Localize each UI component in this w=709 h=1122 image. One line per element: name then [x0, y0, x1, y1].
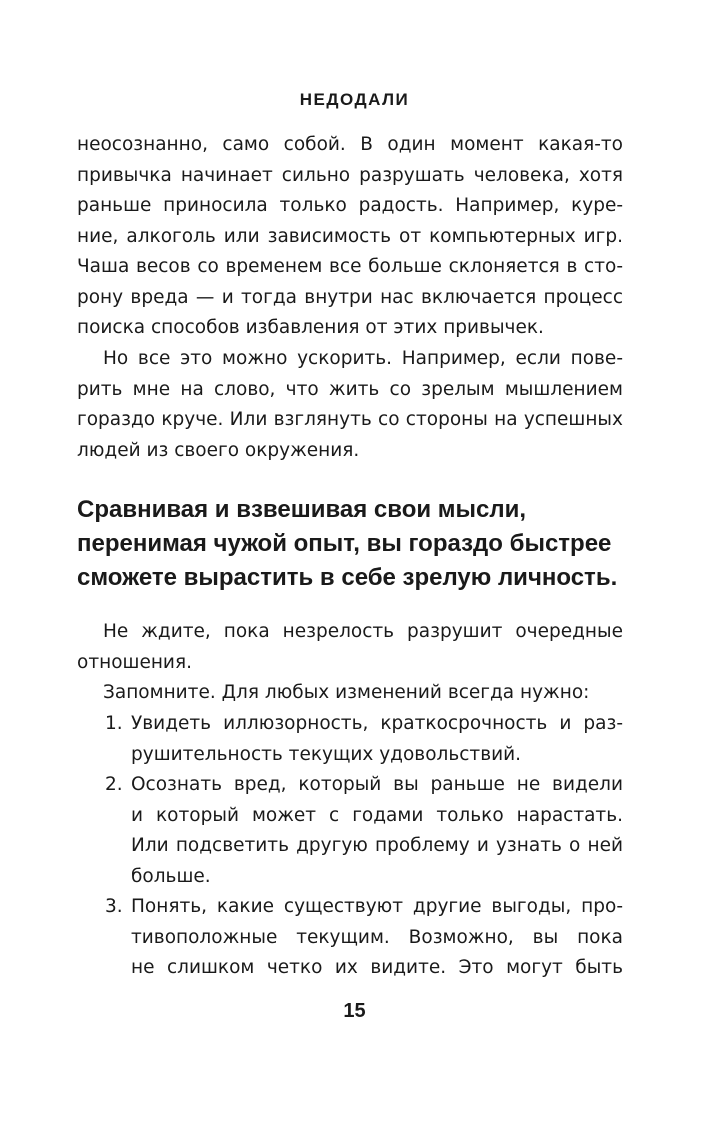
numbered-list	[77, 709, 623, 984]
paragraph-1	[77, 130, 623, 344]
text-line: Не ждите, пока незрелость разрушит очередные	[103, 621, 623, 642]
text-line: неосознанно, само собой. В один момент какая-то	[77, 134, 623, 155]
text-line: гораздо круче. Или взглянуть со стороны на успешных	[77, 409, 623, 430]
paragraph-3	[77, 617, 623, 678]
text-line: раньше приносила только радость. Например, куре-	[77, 195, 623, 216]
list-number: 3.	[105, 896, 123, 917]
text-line: Но все это можно ускорить. Например, если пове-	[103, 348, 623, 369]
running-head: НЕДОДАЛИ	[299, 90, 410, 109]
callout-line: сможете вырастить в себе зрелую личность.	[77, 564, 618, 591]
text-line: Понять, какие существуют другие выгоды, про-	[131, 896, 623, 917]
paragraph-4	[77, 678, 623, 709]
list-number: 2.	[105, 774, 123, 795]
text-line: больше.	[131, 865, 211, 887]
text-line: ние, алкоголь или зависимость от компьютерных игр.	[77, 225, 623, 247]
text-line: Увидеть иллюзорность, краткосрочность и раз-	[131, 713, 623, 734]
list-item	[77, 709, 623, 770]
text-line: и который может с годами только нарастать.	[131, 804, 623, 826]
text-line: людей из своего окружения.	[77, 439, 360, 461]
text-line: Осознать вред, который вы раньше не видели	[131, 774, 623, 795]
text-line: поиска способов избавления от этих привычек.	[77, 317, 544, 338]
text-line: Чаша весов со временем все больше склоняется в сто-	[77, 256, 623, 277]
text-line: привычка начинает сильно разрушать человека, хотя	[77, 164, 623, 186]
list-item	[77, 892, 623, 984]
list-number: 1.	[105, 713, 123, 734]
text-line: рить мне на слово, что жить со зрелым мышлением	[77, 378, 623, 400]
text-line: рону вреда — и тогда внутри нас включается процесс	[77, 286, 623, 308]
text-line: рушительность текущих удовольствий.	[131, 743, 522, 765]
text-line: не слишком четко их видите. Это могут быть	[131, 957, 623, 978]
text-line: Запомните. Для любых изменений всегда нужно:	[103, 682, 590, 703]
paragraph-2	[77, 344, 623, 466]
page-number: 15	[343, 1000, 366, 1022]
text-line: Или подсветить другую проблему и узнать о ней	[131, 835, 623, 856]
callout-quote	[77, 493, 623, 595]
callout-line: Сравнивая и взвешивая свои мысли,	[77, 496, 527, 523]
callout-line: перенимая чужой опыт, вы гораздо быстрее	[77, 530, 612, 557]
text-line: тивоположные текущим. Возможно, вы пока	[131, 926, 623, 948]
text-line: отношения.	[77, 651, 192, 673]
list-item	[77, 770, 623, 892]
